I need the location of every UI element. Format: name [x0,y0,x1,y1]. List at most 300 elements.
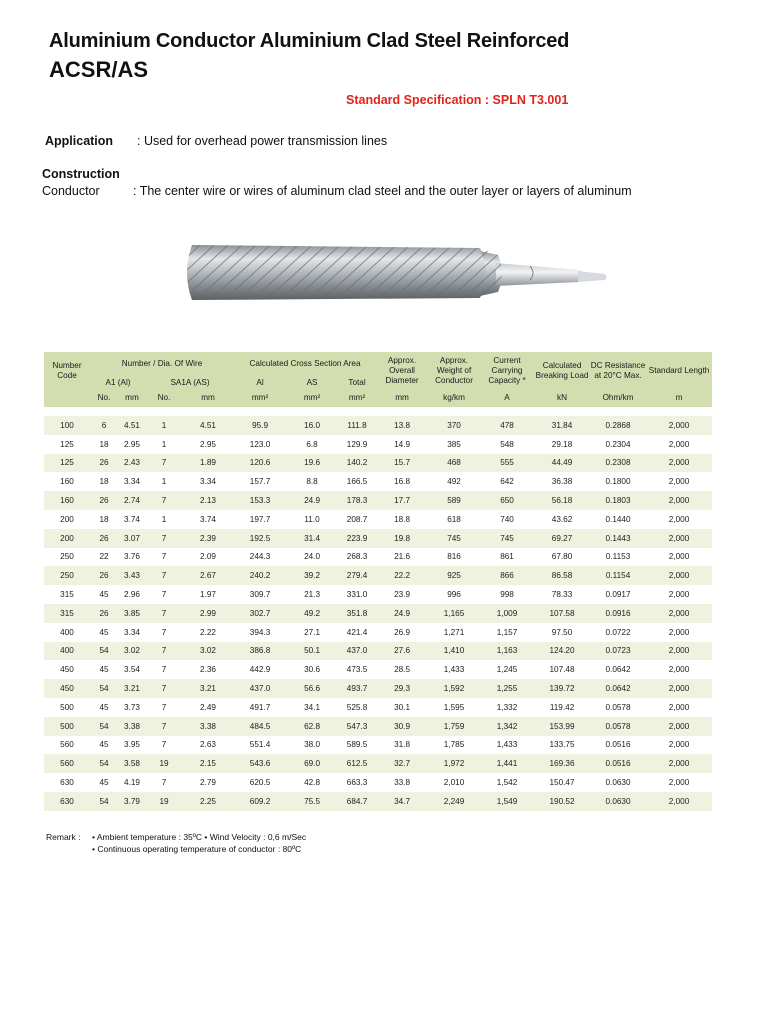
table-cell: 3.73 [118,698,146,717]
table-cell: 21.3 [286,585,338,604]
table-cell: 26 [90,566,118,585]
table-cell: 15.7 [376,454,428,473]
table-cell: 500 [44,698,90,717]
table-cell: 7 [146,454,182,473]
table-cell: 2.22 [182,623,234,642]
table-cell: 2,000 [646,623,712,642]
table-cell: 26 [90,604,118,623]
table-cell: 31.8 [376,736,428,755]
table-cell: 684.7 [338,792,376,811]
table-cell: 450 [44,679,90,698]
table-cell: 1,255 [480,679,534,698]
table-cell: 3.02 [118,642,146,661]
table-cell: 29.3 [376,679,428,698]
table-cell: 351.8 [338,604,376,623]
remark-line-1: • Ambient temperature : 35ºC • Wind Velocity : 0,6 m/Sec [92,832,307,842]
table-row [44,416,712,435]
table-row [44,548,712,567]
table-cell: 3.34 [118,472,146,491]
table-cell: 7 [146,566,182,585]
table-cell: 394.3 [234,623,286,642]
header-weight: Approx. Weight of Conductor [428,352,480,390]
table-cell: 3.58 [118,754,146,773]
table-cell: 450 [44,660,90,679]
table-cell: 7 [146,660,182,679]
table-cell: 223.9 [338,529,376,548]
table-cell: 111.8 [338,416,376,435]
table-cell: 3.34 [118,623,146,642]
table-cell: 0.1154 [590,566,646,585]
table-cell: 7 [146,529,182,548]
header-a1: A1 (Al) [90,376,146,390]
table-cell: 1,342 [480,717,534,736]
header-resistance: DC Resistance at 20°C Max. [590,352,646,390]
table-cell: 24.0 [286,548,338,567]
table-cell: 38.0 [286,736,338,755]
table-cell: 1,433 [428,660,480,679]
table-row [44,491,712,510]
table-cell: 0.1443 [590,529,646,548]
table-cell: 45 [90,773,118,792]
unit-cell: Ohm/km [590,390,646,407]
table-cell: 2,249 [428,792,480,811]
table-cell: 745 [480,529,534,548]
header-length: Standard Length [646,352,712,390]
table-cell: 3.34 [182,472,234,491]
table-cell: 1,549 [480,792,534,811]
table-cell: 24.9 [376,604,428,623]
header-total: Total [338,376,376,390]
units-row [44,390,712,407]
table-row [44,698,712,717]
table-cell: 740 [480,510,534,529]
table-cell: 14.9 [376,435,428,454]
table-cell: 54 [90,792,118,811]
table-cell: 2,000 [646,566,712,585]
table-cell: 150.47 [534,773,590,792]
table-cell: 2,000 [646,435,712,454]
table-cell: 22 [90,548,118,567]
table-cell: 2,000 [646,491,712,510]
table-cell: 192.5 [234,529,286,548]
table-cell: 745 [428,529,480,548]
table-cell: 49.2 [286,604,338,623]
document-title: Aluminium Conductor Aluminium Clad Steel Reinforced [49,30,570,52]
table-cell: 3.74 [118,510,146,529]
table-cell: 437.0 [234,679,286,698]
table-cell: 650 [480,491,534,510]
table-cell: 3.95 [118,736,146,755]
table-row [44,604,712,623]
table-cell: 1,245 [480,660,534,679]
table-cell: 28.5 [376,660,428,679]
table-cell: 4.51 [182,416,234,435]
table-cell: 0.0516 [590,736,646,755]
table-cell: 478 [480,416,534,435]
table-cell: 7 [146,623,182,642]
table-cell: 54 [90,642,118,661]
header-al: Al [234,376,286,390]
table-cell: 54 [90,679,118,698]
table-cell: 169.36 [534,754,590,773]
table-cell: 2.63 [182,736,234,755]
table-cell: 2,000 [646,642,712,661]
table-cell: 26 [90,454,118,473]
table-cell: 26.9 [376,623,428,642]
table-cell: 26 [90,529,118,548]
table-cell: 1,592 [428,679,480,698]
table-cell: 27.1 [286,623,338,642]
header-breaking: Calculated Breaking Load [534,352,590,390]
unit-cell: mm [118,390,146,407]
table-row [44,585,712,604]
table-cell: 36.38 [534,472,590,491]
table-cell: 208.7 [338,510,376,529]
table-cell: 240.2 [234,566,286,585]
header-current: Current Carrying Capacity * [480,352,534,390]
table-cell: 75.5 [286,792,338,811]
unit-cell: mm² [234,390,286,407]
table-cell: 0.1800 [590,472,646,491]
table-cell: 3.38 [118,717,146,736]
table-cell: 1,271 [428,623,480,642]
table-cell: 69.27 [534,529,590,548]
table-cell: 97.50 [534,623,590,642]
table-cell: 620.5 [234,773,286,792]
table-cell: 153.3 [234,491,286,510]
table-cell: 0.0630 [590,773,646,792]
table-cell: 7 [146,698,182,717]
table-cell: 78.33 [534,585,590,604]
table-cell: 107.48 [534,660,590,679]
table-cell: 34.7 [376,792,428,811]
table-cell: 525.8 [338,698,376,717]
conductor-text: : The center wire or wires of aluminum clad steel and the outer layer or layers of aluminum [133,184,632,198]
table-cell: 609.2 [234,792,286,811]
table-cell: 16.8 [376,472,428,491]
table-cell: 45 [90,698,118,717]
table-cell: 2.95 [182,435,234,454]
table-cell: 43.62 [534,510,590,529]
table-cell: 866 [480,566,534,585]
construction-label: Construction [42,167,120,181]
table-row [44,792,712,811]
table-cell: 3.79 [118,792,146,811]
table-cell: 190.52 [534,792,590,811]
table-cell: 2,000 [646,679,712,698]
table-cell: 663.3 [338,773,376,792]
table-cell: 3.76 [118,548,146,567]
table-cell: 386.8 [234,642,286,661]
table-cell: 2.13 [182,491,234,510]
table-cell: 612.5 [338,754,376,773]
table-cell: 0.2308 [590,454,646,473]
table-cell: 123.0 [234,435,286,454]
standard-specification: Standard Specification : SPLN T3.001 [346,93,569,107]
table-cell: 6 [90,416,118,435]
table-cell: 120.6 [234,454,286,473]
table-cell: 473.5 [338,660,376,679]
table-cell: 139.72 [534,679,590,698]
table-cell: 100 [44,416,90,435]
table-cell: 2,000 [646,736,712,755]
unit-cell: mm [376,390,428,407]
table-cell: 7 [146,736,182,755]
table-cell: 0.2868 [590,416,646,435]
table-body [44,416,712,811]
table-cell: 630 [44,773,90,792]
table-cell: 178.3 [338,491,376,510]
table-cell: 548 [480,435,534,454]
table-cell: 0.0722 [590,623,646,642]
table-cell: 1,785 [428,736,480,755]
table-cell: 244.3 [234,548,286,567]
table-cell: 166.5 [338,472,376,491]
table-cell: 484.5 [234,717,286,736]
table-cell: 2,000 [646,472,712,491]
table-cell: 7 [146,548,182,567]
table-cell: 2,000 [646,416,712,435]
table-cell: 7 [146,585,182,604]
table-cell: 370 [428,416,480,435]
table-cell: 2.49 [182,698,234,717]
table-cell: 3.07 [118,529,146,548]
table-cell: 30.6 [286,660,338,679]
table-cell: 0.0916 [590,604,646,623]
table-cell: 1,157 [480,623,534,642]
table-cell: 56.6 [286,679,338,698]
table-cell: 861 [480,548,534,567]
header-wire-group: Number / Dia. Of Wire [90,352,234,376]
table-cell: 2.79 [182,773,234,792]
table-cell: 2,000 [646,698,712,717]
table-row [44,454,712,473]
table-row [44,660,712,679]
table-cell: 0.0630 [590,792,646,811]
table-cell: 67.80 [534,548,590,567]
table-cell: 2.67 [182,566,234,585]
table-cell: 642 [480,472,534,491]
remark-label: Remark : [46,832,81,842]
header-as: AS [286,376,338,390]
table-cell: 45 [90,585,118,604]
table-cell: 0.0642 [590,679,646,698]
table-cell: 309.7 [234,585,286,604]
document-subtitle: ACSR/AS [49,57,149,82]
table-cell: 1 [146,510,182,529]
table-cell: 589 [428,491,480,510]
unit-cell: m [646,390,712,407]
table-cell: 54 [90,754,118,773]
unit-cell: kN [534,390,590,407]
table-cell: 31.4 [286,529,338,548]
table-cell: 1,009 [480,604,534,623]
table-cell: 2.25 [182,792,234,811]
table-cell: 1,163 [480,642,534,661]
table-cell: 124.20 [534,642,590,661]
table-cell: 27.6 [376,642,428,661]
table-cell: 56.18 [534,491,590,510]
table-cell: 2,000 [646,585,712,604]
table-cell: 7 [146,717,182,736]
table-cell: 1,410 [428,642,480,661]
table-cell: 500 [44,717,90,736]
table-cell: 547.3 [338,717,376,736]
table-cell: 7 [146,773,182,792]
table-cell: 560 [44,754,90,773]
cable-illustration [180,218,620,328]
table-cell: 3.02 [182,642,234,661]
table-row [44,642,712,661]
table-cell: 2.99 [182,604,234,623]
table-cell: 17.7 [376,491,428,510]
table-cell: 32.7 [376,754,428,773]
table-cell: 2.95 [118,435,146,454]
table-cell: 493.7 [338,679,376,698]
table-cell: 2.43 [118,454,146,473]
conductor-label: Conductor [42,184,100,198]
table-cell: 543.6 [234,754,286,773]
table-row [44,754,712,773]
table-cell: 2,000 [646,529,712,548]
table-cell: 2,000 [646,660,712,679]
table-cell: 2,000 [646,717,712,736]
table-cell: 22.2 [376,566,428,585]
unit-blank [44,390,90,407]
table-cell: 0.0578 [590,717,646,736]
table-cell: 555 [480,454,534,473]
table-cell: 31.84 [534,416,590,435]
table-cell: 2,000 [646,792,712,811]
table-cell: 0.0723 [590,642,646,661]
table-row [44,529,712,548]
table-cell: 3.43 [118,566,146,585]
table-cell: 24.9 [286,491,338,510]
table-row [44,510,712,529]
table-row [44,566,712,585]
table-cell: 0.1803 [590,491,646,510]
table-cell: 2.96 [118,585,146,604]
table-cell: 125 [44,435,90,454]
table-cell: 2.74 [118,491,146,510]
unit-cell: No. [146,390,182,407]
table-cell: 2,000 [646,548,712,567]
table-cell: 1 [146,472,182,491]
table-cell: 153.99 [534,717,590,736]
table-cell: 1 [146,435,182,454]
table-cell: 400 [44,623,90,642]
table-cell: 18.8 [376,510,428,529]
table-cell: 551.4 [234,736,286,755]
table-row [44,679,712,698]
table-cell: 140.2 [338,454,376,473]
table-row [44,623,712,642]
unit-cell: kg/km [428,390,480,407]
header-sa1a: SA1A (AS) [146,376,234,390]
table-cell: 630 [44,792,90,811]
table-cell: 6.8 [286,435,338,454]
table-cell: 1,165 [428,604,480,623]
table-cell: 0.0578 [590,698,646,717]
specification-table [44,352,712,811]
table-cell: 3.21 [182,679,234,698]
table-cell: 39.2 [286,566,338,585]
table-cell: 400 [44,642,90,661]
table-cell: 421.4 [338,623,376,642]
table-cell: 23.9 [376,585,428,604]
table-cell: 129.9 [338,435,376,454]
header-diameter: Approx. Overall Diameter [376,352,428,390]
table-cell: 1 [146,416,182,435]
table-cell: 26 [90,491,118,510]
table-cell: 4.51 [118,416,146,435]
table-cell: 157.7 [234,472,286,491]
table-cell: 0.1440 [590,510,646,529]
table-cell: 925 [428,566,480,585]
unit-cell: mm² [338,390,376,407]
table-cell: 125 [44,454,90,473]
table-cell: 1,332 [480,698,534,717]
table-cell: 3.21 [118,679,146,698]
table-cell: 200 [44,529,90,548]
table-cell: 2.15 [182,754,234,773]
table-row [44,736,712,755]
table-cell: 1.89 [182,454,234,473]
table-cell: 492 [428,472,480,491]
table-cell: 18 [90,510,118,529]
table-cell: 19.6 [286,454,338,473]
table-cell: 69.0 [286,754,338,773]
table-cell: 2,000 [646,510,712,529]
table-row [44,435,712,454]
table-cell: 62.8 [286,717,338,736]
table-cell: 998 [480,585,534,604]
table-cell: 54 [90,717,118,736]
table-cell: 7 [146,642,182,661]
table-cell: 50.1 [286,642,338,661]
remark-line-2: • Continuous operating temperature of conductor : 80ºC [92,844,302,854]
table-cell: 315 [44,604,90,623]
table-cell: 11.0 [286,510,338,529]
table-cell: 29.18 [534,435,590,454]
table-cell: 16.0 [286,416,338,435]
table-cell: 315 [44,585,90,604]
table-cell: 3.54 [118,660,146,679]
table-cell: 468 [428,454,480,473]
table-cell: 18 [90,435,118,454]
table-cell: 331.0 [338,585,376,604]
table-cell: 3.74 [182,510,234,529]
table-cell: 816 [428,548,480,567]
table-cell: 19 [146,754,182,773]
table-cell: 0.0642 [590,660,646,679]
table-cell: 95.9 [234,416,286,435]
table-cell: 2,000 [646,754,712,773]
table-cell: 8.8 [286,472,338,491]
table-cell: 0.0516 [590,754,646,773]
unit-cell: mm² [286,390,338,407]
table-row [44,717,712,736]
application-label: Application [45,134,114,148]
table-cell: 34.1 [286,698,338,717]
unit-cell: A [480,390,534,407]
table-cell: 560 [44,736,90,755]
table-cell: 3.38 [182,717,234,736]
table-cell: 45 [90,736,118,755]
table-cell: 119.42 [534,698,590,717]
table-cell: 618 [428,510,480,529]
table-cell: 0.0917 [590,585,646,604]
